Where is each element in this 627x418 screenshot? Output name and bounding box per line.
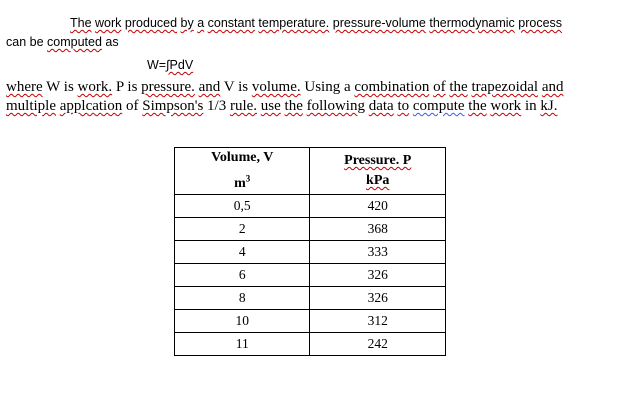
- text-run: combination: [354, 79, 430, 95]
- volume-cell: 4: [175, 240, 310, 263]
- volume-cell: 2: [175, 217, 310, 240]
- text-run: produced: [124, 16, 178, 30]
- text-run: pressure-volume: [332, 16, 426, 30]
- text-run: W is: [42, 79, 78, 95]
- text-run: Using a: [300, 79, 355, 95]
- text-run: of: [122, 98, 143, 114]
- text-run: to: [397, 98, 410, 114]
- text-run: multiple: [6, 98, 56, 114]
- text-run: following: [306, 98, 365, 114]
- pressure-cell: 420: [310, 194, 446, 217]
- problem-line-4: [6, 98, 557, 115]
- text-run: temperature.: [258, 16, 330, 30]
- text-run: in: [521, 98, 541, 114]
- pressure-cell: 326: [310, 286, 446, 309]
- text-run: constant: [207, 16, 255, 30]
- problem-line-3: [6, 79, 564, 96]
- volume-cell: 11: [175, 332, 310, 355]
- text-run: trapezoidal: [471, 79, 539, 95]
- text-run: kJ.: [540, 98, 558, 114]
- volume-cell: 8: [175, 286, 310, 309]
- text-run: 1/3: [203, 98, 230, 114]
- volume-cell: 10: [175, 309, 310, 332]
- volume-unit-exponent: 3: [245, 173, 251, 183]
- pressure-volume-table: [174, 147, 446, 356]
- text-run: a: [197, 16, 205, 30]
- text-run: W=: [147, 58, 167, 72]
- text-run: V is: [220, 79, 252, 95]
- text-run: the: [468, 98, 487, 114]
- table-body: [175, 194, 446, 355]
- text-run: and: [198, 79, 221, 95]
- text-run: by: [180, 16, 194, 30]
- pressure-cell: 333: [310, 240, 446, 263]
- table-row: [175, 309, 446, 332]
- pressure-cell: 312: [310, 309, 446, 332]
- table-row: [175, 217, 446, 240]
- volume-column-header: [175, 148, 310, 195]
- table-row: [175, 240, 446, 263]
- text-run: P is: [112, 79, 142, 95]
- table-row: [175, 263, 446, 286]
- table-row: [175, 332, 446, 355]
- text-run: Simpson's: [142, 98, 204, 114]
- text-run: ∫PdV: [166, 58, 194, 72]
- text-run: work: [95, 16, 122, 30]
- text-run: thermodynamic: [429, 16, 515, 30]
- text-run: The: [70, 16, 92, 30]
- text-run: and: [541, 79, 564, 95]
- text-run: process: [518, 16, 563, 30]
- table-row: [175, 194, 446, 217]
- volume-unit-label: [234, 173, 251, 191]
- volume-unit-base: m: [234, 175, 246, 191]
- pressure-column-header: [310, 148, 446, 195]
- text-run: where: [6, 79, 43, 95]
- pressure-header-label: Pressure. P: [344, 152, 412, 168]
- text-run: work: [490, 98, 522, 114]
- text-run: pressure.: [141, 79, 195, 95]
- text-run: volume.: [251, 79, 301, 95]
- text-run: data: [368, 98, 394, 114]
- text-run: rule.: [229, 98, 258, 114]
- text-run: can be: [6, 35, 48, 49]
- text-run: compute: [412, 98, 465, 114]
- problem-line-2: [6, 35, 119, 49]
- volume-cell: 6: [175, 263, 310, 286]
- volume-header-label: Volume, V: [211, 150, 274, 165]
- text-run: work.: [77, 79, 113, 95]
- work-equation: [147, 58, 193, 72]
- text-run: applcation: [59, 98, 123, 114]
- table-header-row: [175, 148, 446, 195]
- problem-line-1: [70, 16, 562, 30]
- pressure-cell: 326: [310, 263, 446, 286]
- text-run: use: [260, 98, 281, 114]
- text-run: computed: [47, 35, 102, 49]
- text-run: the: [284, 98, 303, 114]
- text-run: the: [449, 79, 468, 95]
- table-row: [175, 286, 446, 309]
- text-run: of: [433, 79, 446, 95]
- pressure-cell: 242: [310, 332, 446, 355]
- pressure-unit-label: kPa: [366, 172, 390, 188]
- volume-cell: 0,5: [175, 194, 310, 217]
- pressure-cell: 368: [310, 217, 446, 240]
- text-run: as: [101, 35, 119, 49]
